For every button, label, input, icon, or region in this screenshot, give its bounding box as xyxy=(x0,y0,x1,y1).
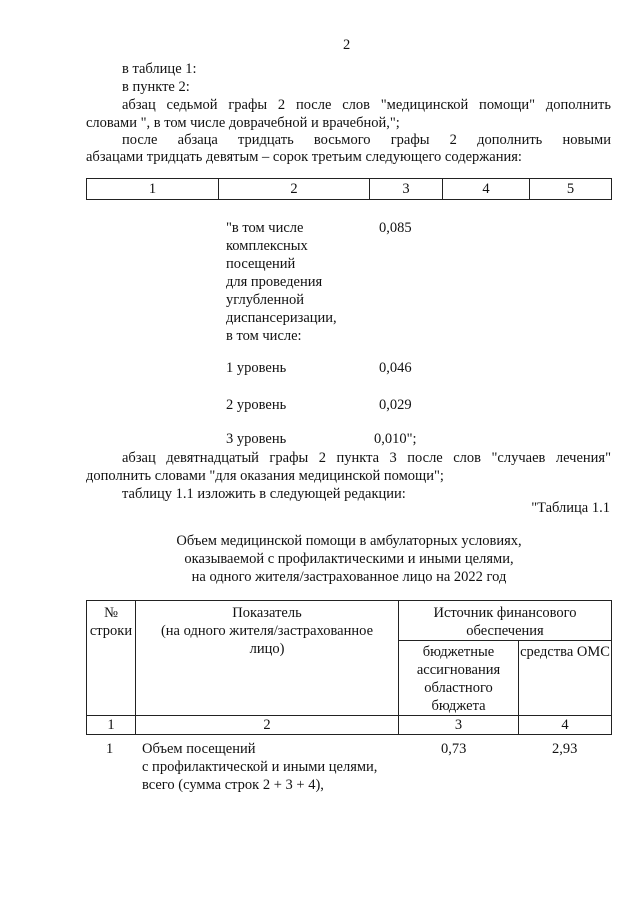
column-number: 3 xyxy=(399,716,519,735)
header-line: обеспечения xyxy=(466,623,544,639)
row-budget-value: 0,73 xyxy=(441,741,467,757)
row-oms-value: 2,93 xyxy=(552,741,578,757)
column-number: 4 xyxy=(443,179,530,200)
amendment-table-header xyxy=(86,178,612,200)
intro-line-3: абзац седьмой графы 2 после слов "медицинской помощи" дополнить xyxy=(122,97,611,113)
level-label: 3 уровень xyxy=(226,431,287,447)
row-number: 1 xyxy=(106,741,114,757)
volume-table xyxy=(86,600,612,735)
row-text-line: всего (сумма строк 2 + 3 + 4), xyxy=(142,777,324,793)
intro-line-5: после абзаца тридцать восьмого графы 2 дополнить новыми xyxy=(122,132,611,148)
header-line: № xyxy=(104,605,118,621)
header-budget xyxy=(399,641,519,716)
header-line: средства ОМС xyxy=(520,644,610,660)
after-line-1: абзац девятнадцатый графы 2 пункта 3 после слов "случаев лечения" xyxy=(122,450,611,466)
column-number: 1 xyxy=(87,716,136,735)
table-row xyxy=(87,179,612,200)
header-line: Источник финансового xyxy=(433,605,577,621)
block-line: "в том числе xyxy=(226,220,304,236)
title-line: Объем медицинской помощи в амбулаторных условиях, xyxy=(176,533,522,549)
header-line: ассигнования xyxy=(416,662,501,678)
title-line: на одного жителя/застрахованное лицо на 2022 год xyxy=(191,569,507,585)
intro-line-6: абзацами тридцать девятым – сорок третьим следующего содержания: xyxy=(86,149,522,165)
block-line: комплексных xyxy=(226,238,308,254)
block-line: посещений xyxy=(226,256,296,272)
table-row xyxy=(87,716,612,735)
block-line: диспансеризации, xyxy=(226,310,337,326)
after-line-2: дополнить словами "для оказания медицинской помощи"; xyxy=(86,468,444,484)
column-number: 3 xyxy=(370,179,443,200)
level-value: 0,010"; xyxy=(374,431,417,447)
title-line: оказываемой с профилактическими и иными целями, xyxy=(184,551,514,567)
table-label: "Таблица 1.1 xyxy=(531,500,610,516)
row-text-line: с профилактической и иными целями, xyxy=(142,759,378,775)
level-value: 0,029 xyxy=(379,397,412,413)
header-line: лицо) xyxy=(249,641,285,657)
block-line: углубленной xyxy=(226,292,304,308)
column-number: 5 xyxy=(530,179,612,200)
row-indicator xyxy=(142,740,377,794)
header-source xyxy=(399,601,612,641)
block-line: для проведения xyxy=(226,274,323,290)
header-line: Показатель xyxy=(232,605,302,621)
intro-line-2: в пункте 2: xyxy=(122,79,190,95)
column-number: 2 xyxy=(219,179,370,200)
header-line: строки xyxy=(89,623,133,639)
row-text-line: Объем посещений xyxy=(142,741,256,757)
after-line-3: таблицу 1.1 изложить в следующей редакции: xyxy=(122,486,406,502)
level-value: 0,046 xyxy=(379,360,412,376)
header-row-number xyxy=(87,601,136,716)
header-line: бюджетные xyxy=(422,644,495,660)
column-number: 1 xyxy=(87,179,219,200)
page-number: 2 xyxy=(343,37,351,53)
table-row xyxy=(87,601,612,641)
table-title xyxy=(86,532,612,586)
header-line: бюджета xyxy=(431,698,486,714)
header-line: (на одного жителя/застрахованное xyxy=(160,623,374,639)
level-label: 2 уровень xyxy=(226,397,287,413)
block-value: 0,085 xyxy=(379,220,412,236)
header-oms xyxy=(519,641,612,716)
intro-line-4: словами ", в том числе доврачебной и врачебной,"; xyxy=(86,115,400,131)
intro-line-1: в таблице 1: xyxy=(122,61,197,77)
column-number: 4 xyxy=(519,716,612,735)
level-label: 1 уровень xyxy=(226,360,287,376)
block-line: в том числе: xyxy=(226,328,302,344)
column-number: 2 xyxy=(136,716,399,735)
header-indicator xyxy=(136,601,399,716)
inserted-block-label xyxy=(226,219,337,345)
header-line: областного xyxy=(424,680,493,696)
